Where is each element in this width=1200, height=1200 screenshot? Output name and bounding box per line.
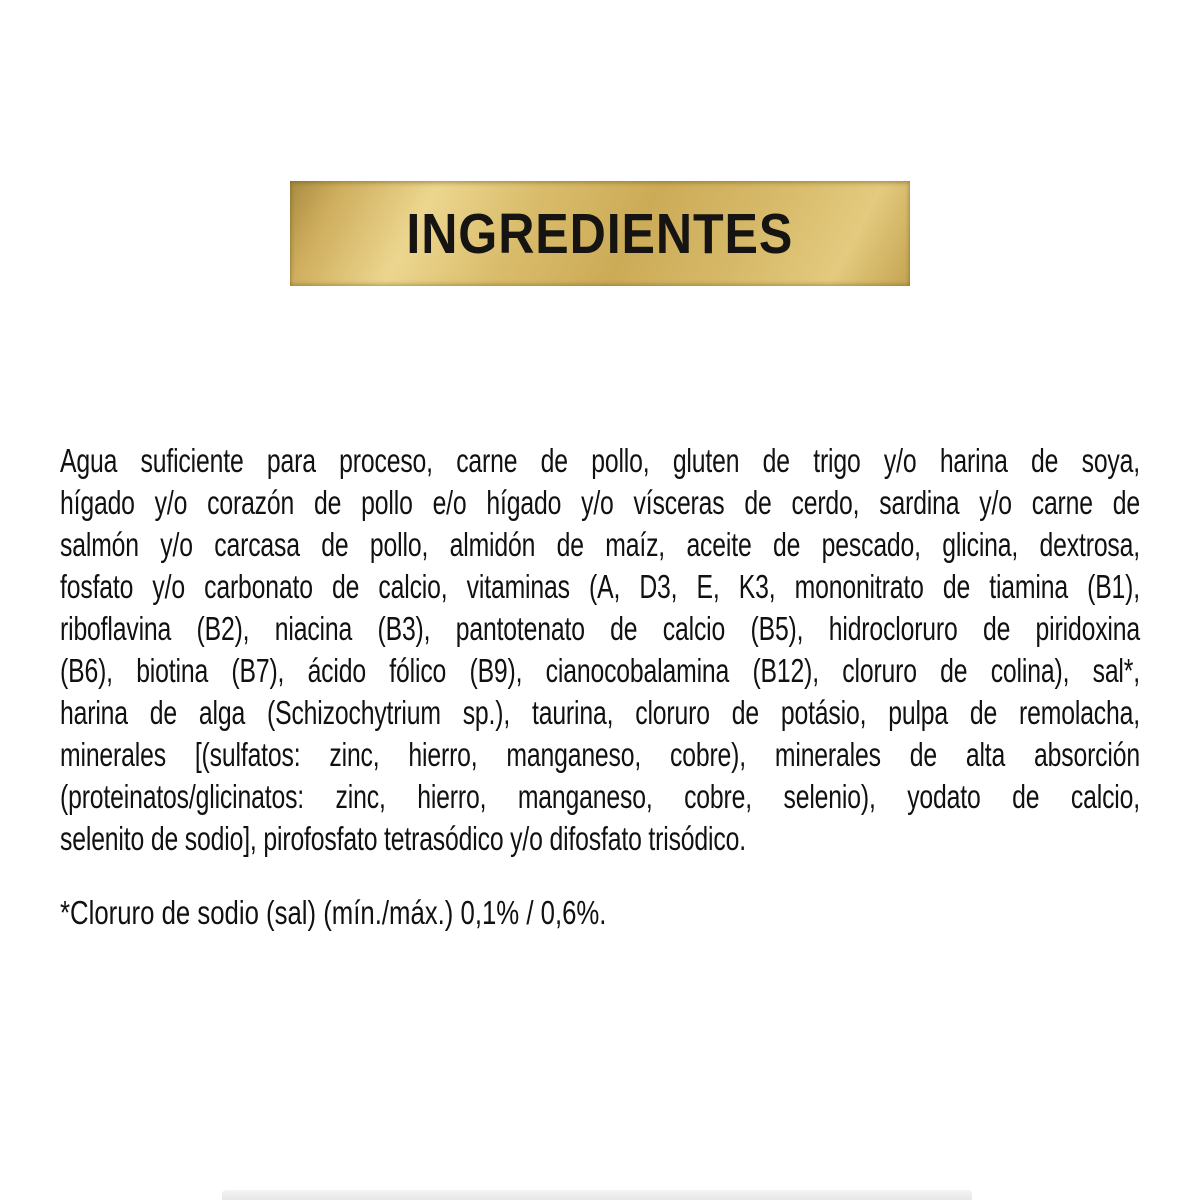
ingredients-line: (proteinatos/glicinatos: zinc, hierro, manganeso, cobre, selenio), yodato de calcio, xyxy=(60,778,1140,815)
section-title: INGREDIENTES xyxy=(406,201,794,266)
ingredients-line: Agua suficiente para proceso, carne de pollo, gluten de trigo y/o harina de soya, xyxy=(60,442,1140,479)
footnote xyxy=(60,892,1140,934)
ingredients-line: salmón y/o carcasa de pollo, almidón de maíz, aceite de pescado, glicina, dextrosa, xyxy=(60,526,1140,563)
ingredients-line: fosfato y/o carbonato de calcio, vitaminas (A, D3, E, K3, mononitrato de tiamina (B1), xyxy=(60,568,1140,605)
ingredients-line: selenito de sodio], pirofosfato tetrasódico y/o difosfato trisódico. xyxy=(60,820,746,857)
footnote-text: *Cloruro de sodio (sal) (mín./máx.) 0,1% / 0,6%. xyxy=(60,894,607,931)
bottom-cutoff-banner-edge xyxy=(222,1190,972,1200)
ingredients-line: minerales [(sulfatos: zinc, hierro, manganeso, cobre), minerales de alta absorción xyxy=(60,736,1140,773)
section-header-banner xyxy=(290,181,910,286)
ingredients-line: harina de alga (Schizochytrium sp.), taurina, cloruro de potásio, pulpa de remolacha, xyxy=(60,694,1140,731)
ingredients-paragraph xyxy=(60,440,1140,860)
ingredients-line: hígado y/o corazón de pollo e/o hígado y/o vísceras de cerdo, sardina y/o carne de xyxy=(60,484,1140,521)
ingredients-line: (B6), biotina (B7), ácido fólico (B9), cianocobalamina (B12), cloruro de colina), sal*, xyxy=(60,652,1140,689)
ingredients-line: riboflavina (B2), niacina (B3), pantotenato de calcio (B5), hidrocloruro de piridoxina xyxy=(60,610,1140,647)
